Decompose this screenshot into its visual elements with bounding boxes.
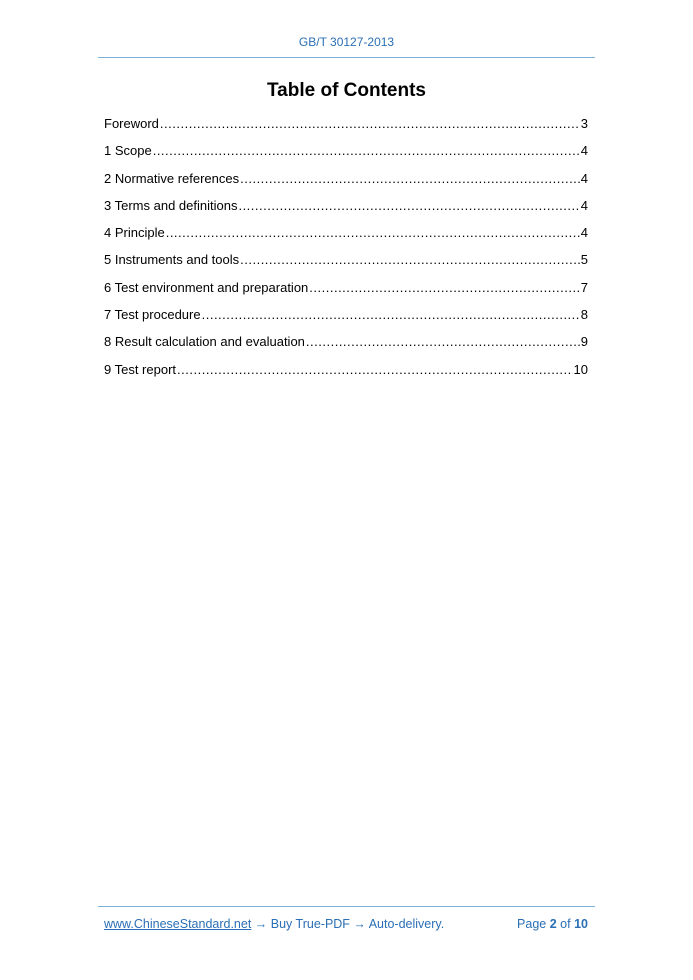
- toc-entry-page: 4: [580, 170, 588, 186]
- toc-entry-page: 4: [580, 225, 588, 241]
- toc-entry-scope[interactable]: [104, 141, 588, 168]
- toc-entry-page: 10: [573, 361, 588, 377]
- header-standard-code: GB/T 30127-2013: [298, 35, 395, 49]
- toc-entry-label: Foreword: [104, 116, 159, 131]
- header-divider: [98, 57, 595, 58]
- toc-entry-label: 9 Test report: [104, 361, 177, 377]
- toc-entry-test-environment[interactable]: [104, 278, 588, 305]
- toc-dot-leader: [166, 223, 580, 243]
- toc-entry-label: 8 Result calculation and evaluation: [104, 334, 305, 350]
- toc-entry-instruments-and-tools[interactable]: [104, 250, 588, 277]
- total-pages: 10: [574, 917, 588, 931]
- footer-promo: [104, 917, 444, 931]
- toc-dot-leader: [238, 196, 579, 216]
- of-word: of: [560, 917, 571, 931]
- toc-list: [104, 114, 588, 387]
- page-number: [517, 917, 588, 931]
- footer-divider: [98, 906, 595, 907]
- toc-entry-result-calculation[interactable]: [104, 332, 588, 359]
- footer-promo-text: → Buy True-PDF → Auto-delivery.: [251, 917, 445, 931]
- toc-entry-label: 6 Test environment and preparation: [104, 279, 309, 295]
- toc-dot-leader: [160, 114, 580, 134]
- toc-entry-page: 5: [580, 252, 588, 268]
- toc-dot-leader: [240, 250, 580, 270]
- toc-entry-test-report[interactable]: [104, 360, 588, 387]
- toc-entry-label: 4 Principle: [104, 225, 165, 241]
- site-link[interactable]: www.ChineseStandard.net: [104, 917, 252, 931]
- page-footer: [104, 917, 588, 931]
- toc-entry-page: 7: [580, 279, 588, 295]
- toc-dot-leader: [309, 278, 579, 298]
- toc-entry-label: 2 Normative references: [104, 170, 240, 186]
- toc-entry-terms-and-definitions[interactable]: [104, 196, 588, 223]
- toc-dot-leader: [153, 141, 580, 161]
- toc-dot-leader: [240, 169, 580, 189]
- toc-entry-foreword[interactable]: [104, 114, 588, 141]
- toc-entry-label: 5 Instruments and tools: [104, 252, 240, 268]
- toc-dot-leader: [306, 332, 580, 352]
- toc-entry-page: 9: [580, 334, 588, 350]
- toc-entry-principle[interactable]: [104, 223, 588, 250]
- toc-entry-label: 7 Test procedure: [104, 307, 201, 323]
- page-word: Page: [517, 917, 547, 931]
- toc-entry-test-procedure[interactable]: [104, 305, 588, 332]
- toc-entry-page: 8: [580, 307, 588, 323]
- toc-entry-normative-references[interactable]: [104, 169, 588, 196]
- toc-dot-leader: [202, 305, 580, 325]
- toc-entry-page: 4: [580, 197, 588, 213]
- toc-entry-page: 4: [580, 143, 588, 159]
- current-page: 2: [549, 917, 557, 931]
- toc-entry-page: 3: [580, 116, 588, 131]
- toc-dot-leader: [177, 360, 573, 380]
- page-title: Table of Contents: [266, 80, 427, 101]
- toc-entry-label: 3 Terms and definitions: [104, 197, 238, 213]
- toc-entry-label: 1 Scope: [104, 143, 152, 159]
